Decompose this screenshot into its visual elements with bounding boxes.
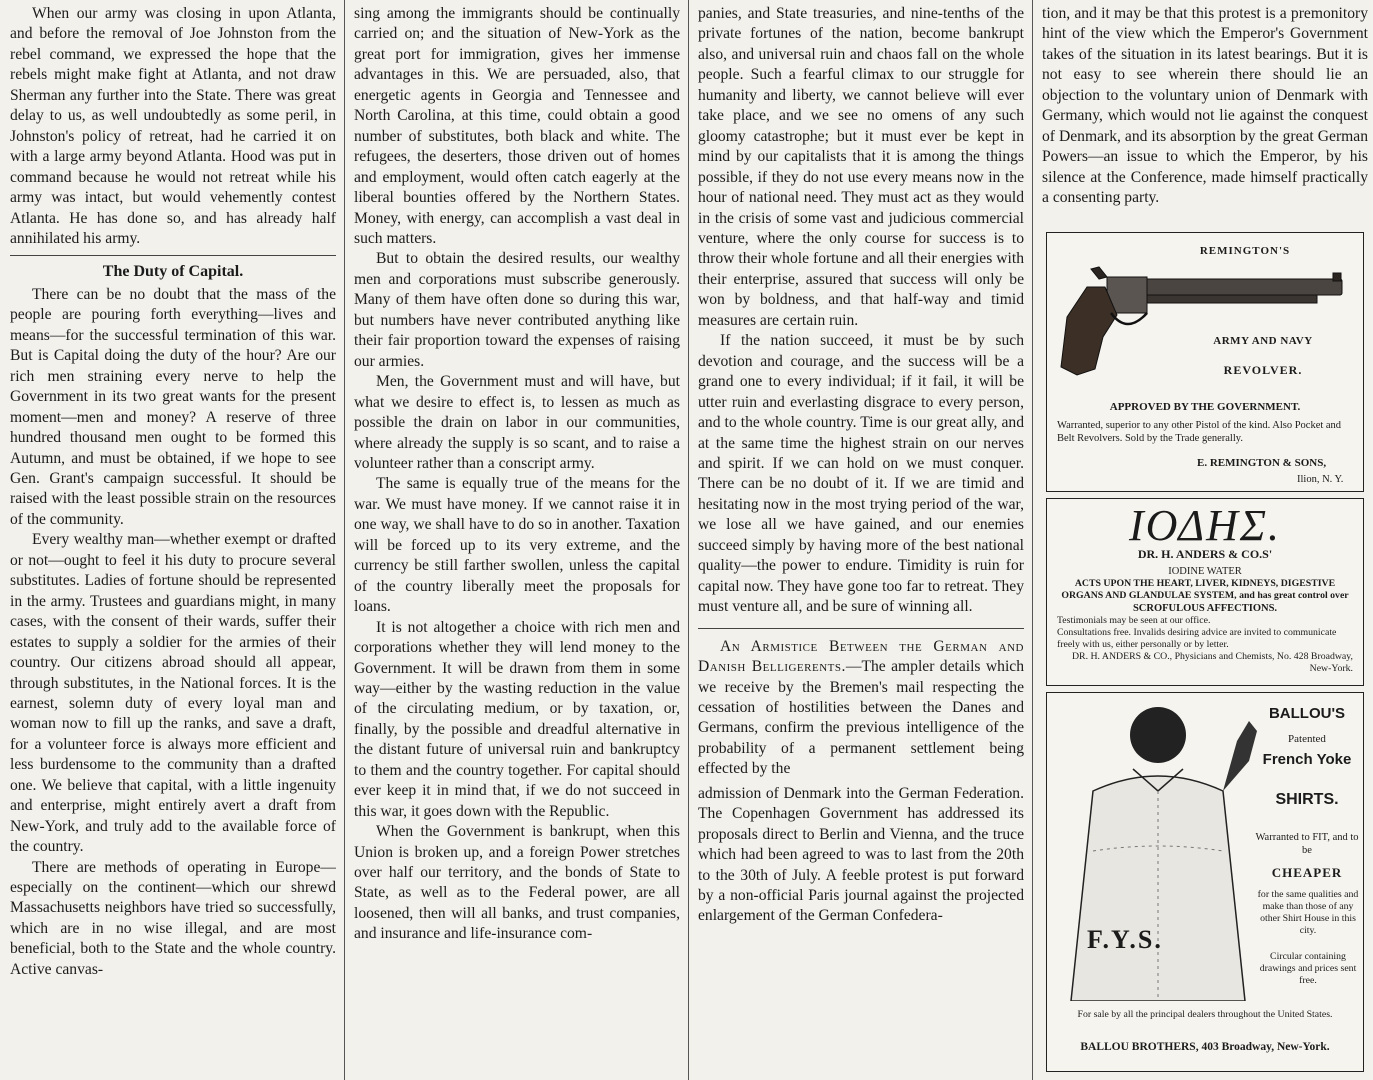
article-paragraph: There can be no doubt that the mass of the people are pouring forth everything—lives and means—for the successful termination of this war. But is Capital doing the duty of the hour? Are our rich men straining every nerve to help the Government in its two great wants for the present moment—men and money? A reserve of three hundred thousand men ought to be formed this Autumn, and must be obtained, if we hope to see Gen. Grant's campaign successful. It should be raised with the least possible strain on the resources of the community. — [10, 285, 336, 528]
ad-patented: Patented — [1288, 733, 1326, 745]
article-paragraph: There are methods of operating in Europe—especially on the continent—which our shrewd Massachusetts neighbors have tried so successfully, which are in no wise illegal, and are most beneficial, both to the State and the whole country. Active canvas- — [10, 858, 336, 978]
column-rule — [344, 0, 345, 1080]
article-paragraph: But to obtain the desired results, our wealthy men and corporations must subscribe generously. Many of them have often done so during this war, but numbers have never contributed anything like their fair proportion toward the expenses of raising our armies. — [354, 250, 680, 370]
column-rule — [688, 0, 689, 1080]
article-paragraph: When the Government is bankrupt, when this Union is broken up, and a foreign Power stretches over half our territory, and the bonds of State to State, as well as to the Federal power, are all loosened, then will all banks, and trust companies, and insurance and life-insurance com- — [354, 823, 680, 943]
ad-circular: Circular containing drawings and prices sent free. — [1259, 951, 1357, 986]
ad-firm: E. REMINGTON & SONS, — [1197, 457, 1327, 469]
ad-title: ΙΟΔΗΣ. — [1128, 501, 1282, 550]
ad-firm: DR. H. ANDERS & CO.S' — [1137, 547, 1273, 561]
ad-line: ARMY AND NAVY — [1213, 335, 1313, 347]
shirt-monogram: F.Y.S. — [1087, 925, 1163, 954]
ad-title: REMINGTON'S — [1199, 245, 1291, 257]
column-1 — [10, 4, 336, 1078]
section-rule — [698, 628, 1024, 629]
ad-sale: For sale by all the principal dealers throughout the United States. — [1077, 1009, 1333, 1020]
article-paragraph: panies, and State treasuries, and nine-tenths of the private fortunes of the nation, become bankrupt also, and universal ruin and chaos fall on the whole people. Such a fearful climax to our struggle for humanity and liberty, we cannot believe will ever take place, and we see no omens of any such gloomy catastrophe; but it must ever be kept in mind by our capitalists that it is among the things possible, if they do not use every means now in the hour of national need. They must act as they would in the crisis of some vast and judicious commercial venture, where the only course for success is to throw their whole fortune and all their energies with their enterprise, assured that success will only be won by boldness, and that half-way and timid measures are certain ruin. — [698, 5, 1024, 329]
ad-place: Ilion, N. Y. — [1297, 474, 1344, 485]
ad-testimonials: Testimonials may be seen at our office. — [1057, 615, 1211, 626]
ad-footer: DR. H. ANDERS & CO., Physicians and Chemists, No. 428 Broadway, New-York. — [1071, 651, 1353, 674]
article-paragraph: tion, and it may be that this protest is a premonitory hint of the view which the Emperor's Government takes of the situation in its latest bearings. But it is not easy to see wherein there should lie an objection to the voluntary union of Denmark with Germany, which would not lie against the conquest of Denmark, and its absorption by the great German Powers—an issue to which the Emperor, by his silence at the Conference, made himself practically a consenting party. — [1042, 5, 1368, 207]
ad-acts: ACTS UPON THE HEART, LIVER, KIDNEYS, DIGESTIVE ORGANS AND GLANDULAE SYSTEM, and has great control over — [1061, 578, 1349, 601]
ad-body: Warranted, superior to any other Pistol of the kind. Also Pocket and Belt Revolvers. Sold by the Trade generally. — [1057, 420, 1342, 444]
iodine-water-advertisement — [1046, 498, 1364, 686]
ad-affections: SCROFULOUS AFFECTIONS. — [1132, 603, 1278, 614]
column-3 — [698, 4, 1024, 1078]
article-heading: The Duty of Capital. — [102, 263, 244, 281]
column-2 — [354, 4, 680, 1078]
armistice-heading: An Armistice Between the German and Danish Belligerents. — [698, 637, 1024, 676]
ad-line: REVOLVER. — [1223, 363, 1303, 377]
ad-product: IODINE WATER — [1168, 566, 1242, 577]
ad-cheaper: CHEAPER — [1271, 865, 1343, 880]
article-paragraph: When our army was closing in upon Atlanta, and before the removal of Joe Johnston from the rebel command, we expressed the hope that the rebels might make fight at Atlanta, and not draw Sherman any further into the State. There was great delay to us, as well undoubtedly as some peril, in Johnston's policy of retreat, had he carried it on with a large army beyond Atlanta. Hood was put in command because he would not retreat while his army was intact, but would vehemently contest Atlanta. He has done so, and has already half annihilated his army. — [10, 5, 336, 247]
article-paragraph — [698, 637, 1024, 780]
ad-approved: APPROVED BY THE GOVERNMENT. — [1109, 401, 1301, 413]
ad-desc: for the same qualities and make than those of any other Shirt House in this city. — [1257, 889, 1359, 936]
article-paragraph: Every wealthy man—whether exempt or drafted or not—ought to feel it his duty to procure several substitutes. Ladies of fortune should be represented in the army. Trustees and guardians might, in many cases, with the consent of their wards, suffer their estates to supply a soldier for the armies of their country. Our citizens abroad should all appear, through substitutes, in the National forces. It is the earnest, solemn duty of every loyal man and woman now to fill up the ranks, and save a draft, for a volunteer force is always more efficient and less burdensome to the community than a drafted one. We believe that capital, with a little ingenuity and enterprise, might entirely avert a draft from New-York, and truly add to the available force of the country. — [10, 531, 336, 856]
column-4 — [1042, 4, 1368, 224]
remington-advertisement — [1046, 232, 1364, 492]
ad-shirts: SHIRTS. — [1275, 791, 1339, 808]
article-paragraph: sing among the immigrants should be continually carried on; and the situation of New-York as the great port for immigration, gives her immense advantages in this. We are persuaded, also, that energetic agents in Georgia and Tennessee and North Carolina, at this time, could obtain a good number of substitutes, both black and white. The refugees, the deserters, those driven out of homes and employment, would often catch eagerly at the liberal bounties offered by the Northern States. Money, with energy, can accomplish a vast deal in such matters. — [354, 5, 680, 247]
column-rule — [1032, 0, 1033, 1080]
article-paragraph: admission of Denmark into the German Federation. The Copenhagen Government has addressed its proposals direct to Berlin and Vienna, and the truce which had been agreed to was to last from the 20th to the 30th of July. A feeble protest is put forward by a non-official Paris journal against the projected enlargement of the German Confedera- — [698, 784, 1024, 925]
shirt-figure-illustration — [1053, 701, 1263, 1001]
article-paragraph: Men, the Government must and will have, but what we desire to effect is, to lessen as much as possible the drain on labor in our communities, where already the supply is so scant, and to raise a volunteer rather than a conscript army. — [354, 373, 680, 472]
ad-yoke: French Yoke — [1262, 751, 1352, 768]
ad-title: BALLOU'S — [1268, 705, 1346, 722]
article-paragraph: It is not altogether a choice with rich men and corporations whether they will lend money to the Government. It will be drawn from them in some way—either by the wasting reduction in the value of the circulating medium, or by taxation, or, finally, by the possible and dreadful alternative in the distant future of universal ruin and bankruptcy to them and the country together. For capital should ever keep it in mind that, if we do not succeed in this war, it goes down with the Republic. — [354, 618, 680, 820]
section-rule — [10, 255, 336, 256]
ad-footer: BALLOU BROTHERS, 403 Broadway, New-York. — [1080, 1041, 1330, 1053]
ballou-shirts-advertisement — [1046, 692, 1364, 1072]
ad-warranted: Warranted to FIT, and to be — [1255, 832, 1359, 856]
ad-consult: Consultations free. Invalids desiring advice are invited to communicate freely with us, either personally or by letter. — [1057, 627, 1337, 650]
article-paragraph: The same is equally true of the means for the war. We must have money. If we cannot raise it in one way, we shall have to do so in another. Taxation will be forced up to its very extreme, and the currency be still farther swollen, unless the capital of the country liberally meet the proposals for loans. — [354, 475, 680, 616]
armistice-text: —The ampler details which we receive by the Bremen's mail respecting the cessation of hostilities between the Danes and Germans, confirm the previous intelligence of the probability of a permanent settlement being effected by the — [698, 658, 1024, 778]
article-paragraph: If the nation succeed, it must be by such devotion and courage, and the success will be a grand one to every individual; if it fail, it will be utter ruin and everlasting disgrace to every person, and to the whole country. Time is our great ally, and at the same time the highest strain on our nerves and spirit. If we can hold on we must conquer. There can be no doubt of it. If we are timid and hesitating now in the most trying period of the war, we lose all we have gained, and our enemies succeed simply by having more of the best national quality—the power to endure. Timidity is ruin for capital now. They have gone too far to retreat. They must venture all, and be sure of winning all. — [698, 332, 1024, 616]
